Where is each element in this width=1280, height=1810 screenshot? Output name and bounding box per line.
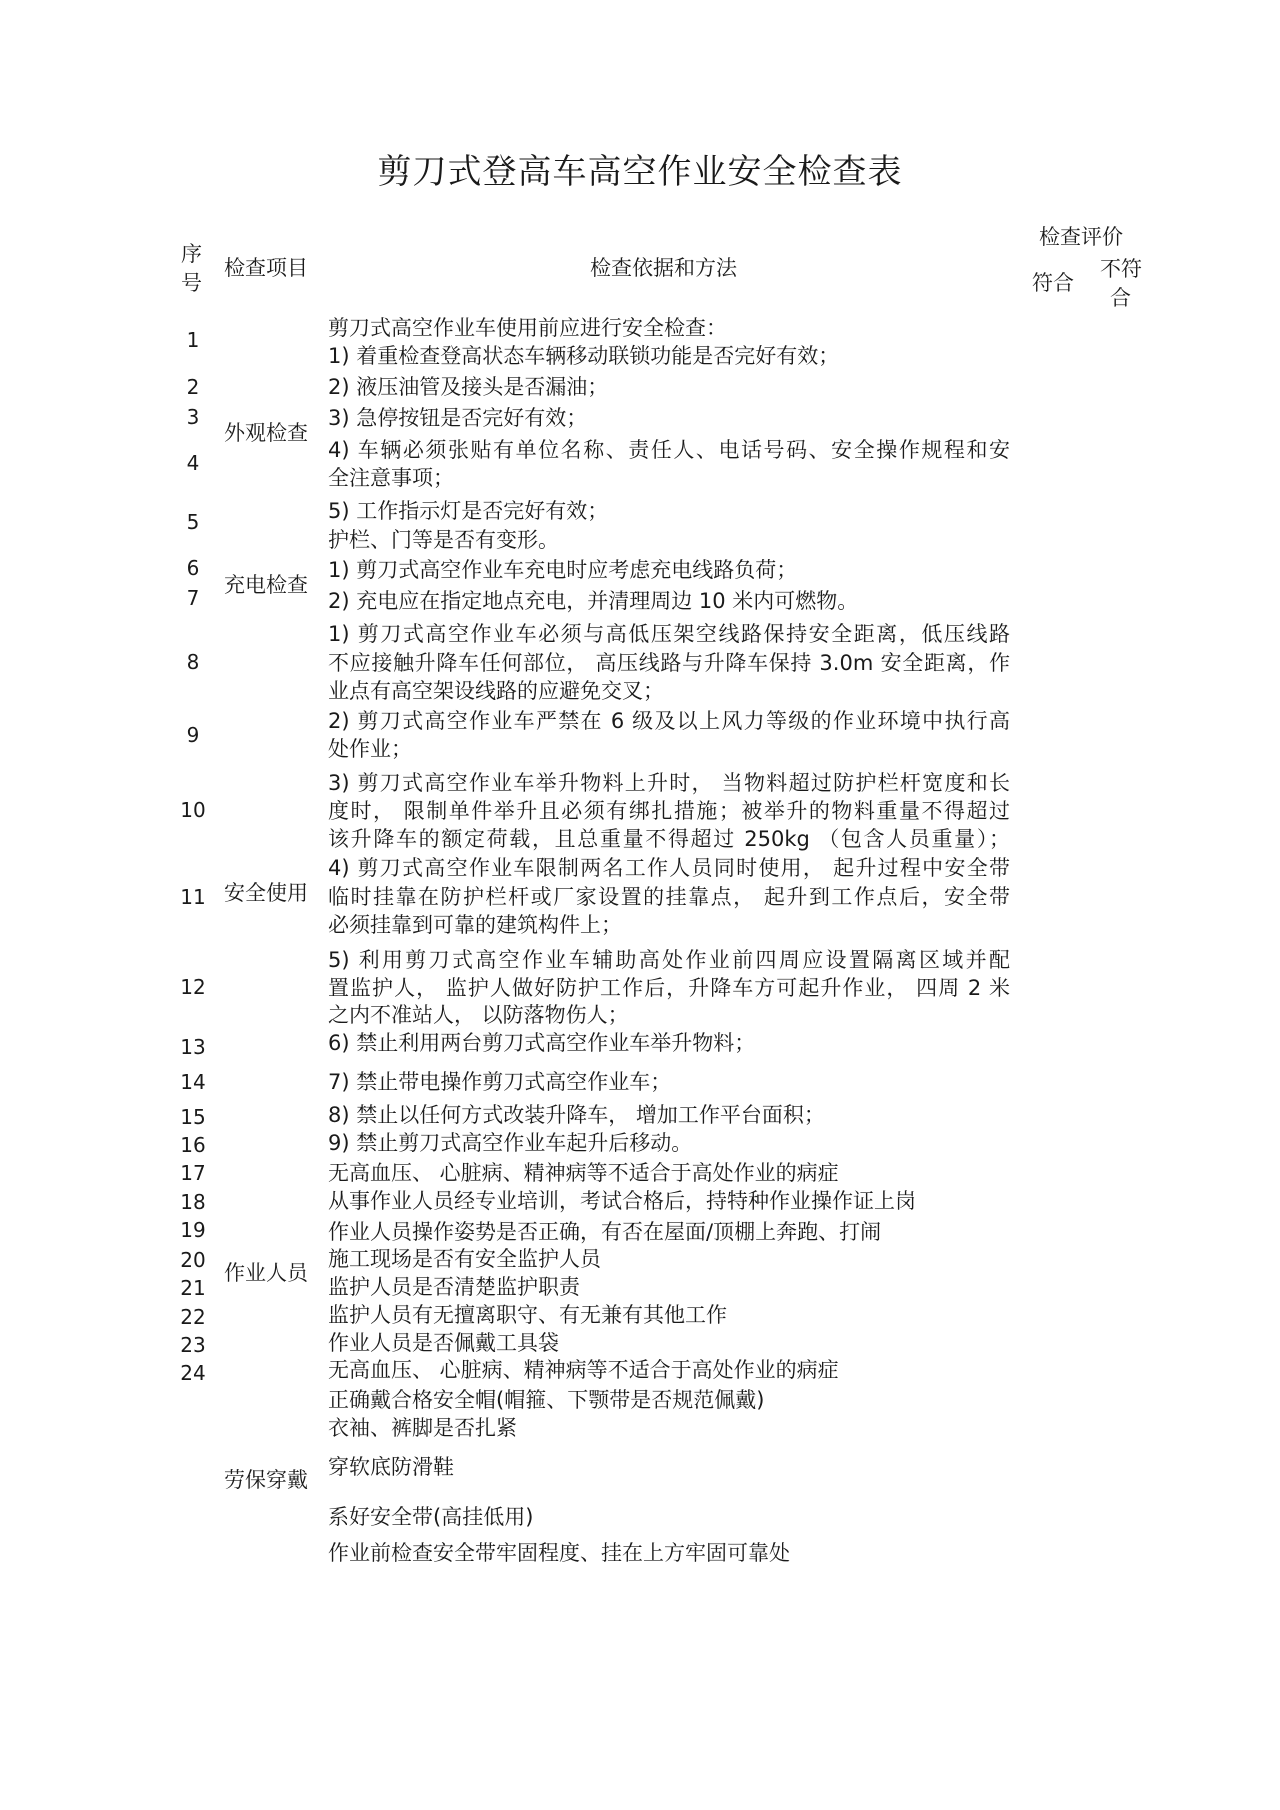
row-number: 24	[180, 1361, 206, 1385]
check-method-line: 无高血压、 心脏病、精神病等不适合于高处作业的病症	[328, 1161, 839, 1185]
header-evaluation: 检查评价	[1039, 225, 1123, 249]
document-title: 剪刀式登高车高空作业安全检查表	[377, 152, 903, 192]
check-method-line: 作业前检查安全带牢固程度、挂在上方牢固可靠处	[328, 1541, 790, 1565]
check-method-line: 护栏、门等是否有变形。	[328, 528, 559, 552]
check-method-line: 3) 急停按钮是否完好有效；	[328, 406, 588, 430]
check-method-line: 监护人员是否清楚监护职责	[328, 1275, 580, 1299]
header-pass: 符合	[1032, 271, 1074, 295]
check-method-line: 全注意事项；	[328, 466, 454, 490]
check-method-line: 作业人员是否佩戴工具袋	[328, 1331, 559, 1355]
check-method-line: 1) 剪刀式高空作业车必须与高低压架空线路保持安全距离，低压线路	[328, 622, 1010, 646]
row-number: 16	[180, 1133, 206, 1157]
category-label: 劳保穿戴	[224, 1468, 308, 1492]
row-number: 7	[186, 586, 200, 610]
row-number: 21	[180, 1276, 206, 1300]
check-method-line: 剪刀式高空作业车使用前应进行安全检查：	[328, 316, 727, 340]
check-method-line: 9) 禁止剪刀式高空作业车起升后移动。	[328, 1131, 693, 1155]
check-method-line: 从事作业人员经专业培训，考试合格后，持特种作业操作证上岗	[328, 1189, 916, 1213]
check-method-line: 正确戴合格安全帽(帽箍、下颚带是否规范佩戴)	[328, 1388, 765, 1412]
check-method-line: 穿软底防滑鞋	[328, 1455, 454, 1479]
row-number: 2	[186, 375, 200, 399]
check-method-line: 无高血压、 心脏病、精神病等不适合于高处作业的病症	[328, 1358, 839, 1382]
check-method-line: 3) 剪刀式高空作业车举升物料上升时， 当物料超过防护栏杆宽度和长	[328, 771, 1010, 795]
row-number: 3	[186, 405, 200, 429]
check-method-line: 衣袖、裤脚是否扎紧	[328, 1416, 517, 1440]
row-number: 11	[180, 885, 206, 909]
check-method-line: 置监护人， 监护人做好防护工作后，升降车方可起升作业， 四周 2 米	[328, 976, 1010, 1000]
row-number: 10	[180, 798, 206, 822]
check-method-line: 1) 着重检查登高状态车辆移动联锁功能是否完好有效；	[328, 344, 840, 368]
check-method-line: 业点有高空架设线路的应避免交叉；	[328, 679, 664, 703]
row-number: 20	[180, 1248, 206, 1272]
check-method-line: 2) 液压油管及接头是否漏油；	[328, 375, 609, 399]
row-number: 19	[180, 1218, 206, 1242]
row-number: 6	[186, 556, 200, 580]
check-method-line: 5) 工作指示灯是否完好有效；	[328, 499, 609, 523]
check-method-line: 之内不准站人， 以防落物伤人；	[328, 1003, 629, 1027]
check-method-line: 临时挂靠在防护栏杆或厂家设置的挂靠点， 起升到工作点后，安全带	[328, 885, 1010, 909]
check-method-line: 6) 禁止利用两台剪刀式高空作业车举升物料；	[328, 1031, 756, 1055]
check-method-line: 该升降车的额定荷载，且总重量不得超过 250kg （包含人员重量）；	[328, 827, 1010, 851]
row-number: 14	[180, 1070, 206, 1094]
category-label: 安全使用	[224, 881, 308, 905]
header-seq-top: 序	[181, 242, 202, 266]
check-method-line: 施工现场是否有安全监护人员	[328, 1247, 601, 1271]
check-method-line: 度时， 限制单件举升且必须有绑扎措施；被举升的物料重量不得超过	[328, 799, 1010, 823]
header-fail-bottom: 合	[1110, 286, 1131, 310]
row-number: 5	[186, 510, 200, 534]
check-method-line: 2) 充电应在指定地点充电，并清理周边 10 米内可燃物。	[328, 589, 859, 613]
check-method-line: 不应接触升降车任何部位， 高压线路与升降车保持 3.0m 安全距离，作	[328, 651, 1010, 675]
category-label: 充电检查	[224, 573, 308, 597]
check-method-line: 1) 剪刀式高空作业车充电时应考虑充电线路负荷；	[328, 558, 798, 582]
row-number: 13	[180, 1035, 206, 1059]
header-seq-bottom: 号	[181, 271, 202, 295]
check-method-line: 4) 车辆必须张贴有单位名称、责任人、电话号码、安全操作规程和安	[328, 438, 1010, 462]
check-method-line: 系好安全带(高挂低用)	[328, 1505, 534, 1529]
row-number: 1	[186, 328, 200, 352]
row-number: 12	[180, 975, 206, 999]
row-number: 22	[180, 1305, 206, 1329]
row-number: 4	[186, 451, 200, 475]
row-number: 18	[180, 1190, 206, 1214]
check-method-line: 8) 禁止以任何方式改装升降车， 增加工作平台面积；	[328, 1103, 825, 1127]
check-method-line: 7) 禁止带电操作剪刀式高空作业车；	[328, 1070, 672, 1094]
row-number: 9	[186, 723, 200, 747]
row-number: 23	[180, 1333, 206, 1357]
header-item: 检查项目	[224, 256, 308, 280]
row-number: 8	[186, 650, 200, 674]
check-method-line: 必须挂靠到可靠的建筑构件上；	[328, 913, 622, 937]
row-number: 17	[180, 1161, 206, 1185]
header-method: 检查依据和方法	[590, 256, 737, 280]
check-method-line: 监护人员有无擅离职守、有无兼有其他工作	[328, 1303, 727, 1327]
check-method-line: 4) 剪刀式高空作业车限制两名工作人员同时使用， 起升过程中安全带	[328, 856, 1010, 880]
check-method-line: 处作业；	[328, 737, 412, 761]
check-method-line: 作业人员操作姿势是否正确，有否在屋面/顶棚上奔跑、打闹	[328, 1220, 882, 1244]
header-fail-top: 不符	[1100, 257, 1142, 281]
row-number: 15	[180, 1105, 206, 1129]
check-method-line: 5) 利用剪刀式高空作业车辅助高处作业前四周应设置隔离区域并配	[328, 948, 1010, 972]
category-label: 外观检查	[224, 421, 308, 445]
category-label: 作业人员	[224, 1261, 308, 1285]
check-method-line: 2) 剪刀式高空作业车严禁在 6 级及以上风力等级的作业环境中执行高	[328, 709, 1010, 733]
